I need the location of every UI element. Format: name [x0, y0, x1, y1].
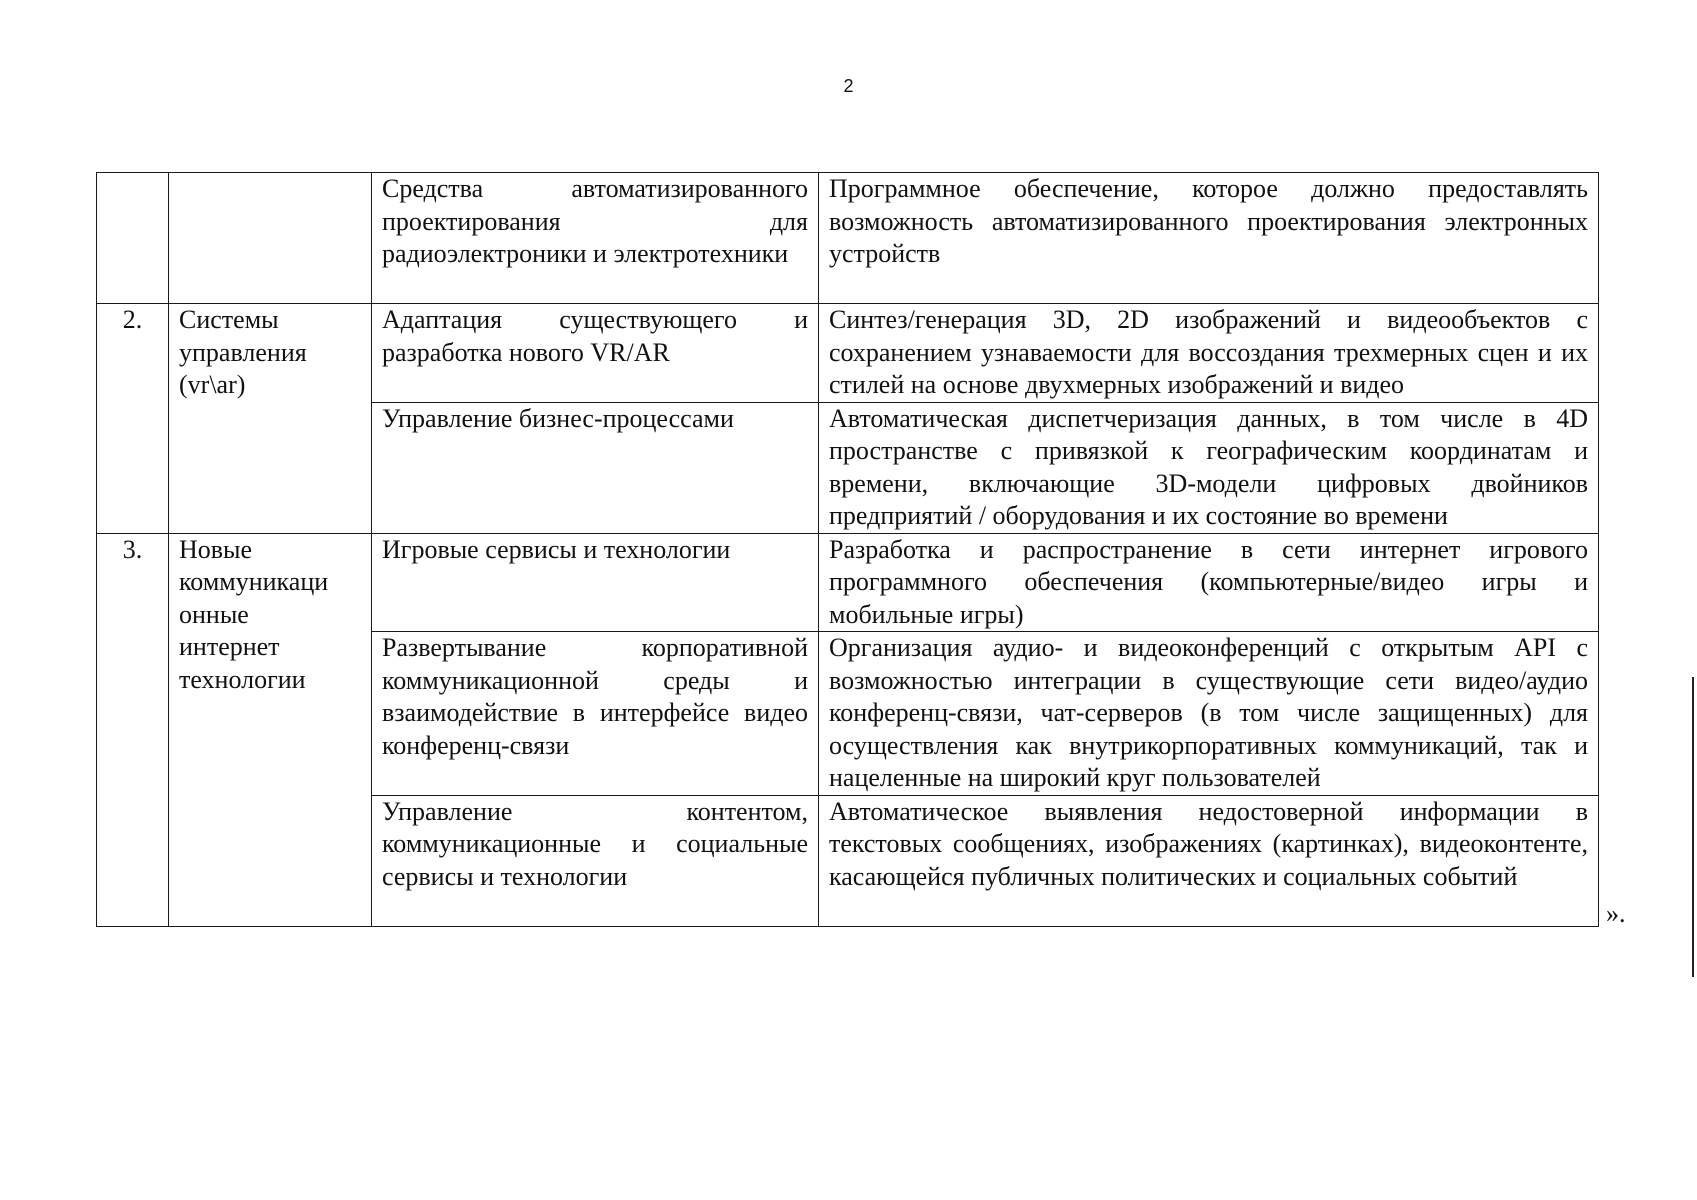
technology-table [96, 172, 1599, 927]
table-row [97, 173, 1599, 304]
description-text: Разработка и распространение в сети интернет игрового программного обеспечения (компьютерные/видео игры и мобильные игры) [829, 534, 1588, 629]
scan-edge-line [1692, 677, 1694, 977]
direction-text-line: управления [179, 337, 307, 367]
row-number-cell: 2. [97, 304, 169, 534]
direction-text-line: Системы [179, 305, 279, 334]
area-text: Управление бизнес-процессами [382, 403, 734, 433]
description-cell [819, 632, 1599, 796]
direction-cell [169, 533, 372, 926]
area-text: Управление контентом, коммуникационные и социальные сервисы и технологии [382, 796, 808, 891]
direction-cell [169, 304, 372, 534]
description-text: Организация аудио- и видеоконференций с открытым API с возможностью интеграции в существующие сети видео/аудио конференц-связи, чат-серверов (в том числе защищенных) для осуществления как внутрикорпоративных коммуникаций, так и нацеленные на широкий круг пользователей [829, 633, 1588, 792]
area-text: Игровые сервисы и технологии [382, 534, 731, 564]
area-cell [372, 402, 819, 533]
page-number: 2 [843, 76, 854, 96]
direction-cell [169, 173, 372, 304]
row-number-cell: 3. [97, 533, 169, 926]
area-cell [372, 304, 819, 403]
area-text: Средства автоматизированного проектирования для радиоэлектроники и электротехники [382, 174, 808, 268]
row-number-cell [97, 173, 169, 304]
direction-text-line: технологии [179, 664, 306, 694]
table-row [97, 304, 1599, 403]
area-cell [372, 795, 819, 926]
area-cell [372, 632, 819, 796]
description-text: Программное обеспечение, которое должно предоставлять возможность автоматизированного проектирования электронных устройств [829, 174, 1588, 268]
description-text: Автоматическое выявления недостоверной информации в текстовых сообщениях, изображениях (картинках), видеоконтенте, касающейся публичных политических и социальных событий [829, 796, 1588, 891]
area-text: Адаптация существующего и разработка нового VR/AR [382, 305, 808, 367]
direction-text-line: Новые [179, 534, 253, 564]
direction-text-line: коммуникаци [179, 567, 329, 596]
description-cell [819, 173, 1599, 304]
area-cell [372, 173, 819, 304]
area-cell [372, 533, 819, 632]
description-cell [819, 533, 1599, 632]
description-text: Автоматическая диспетчеризация данных, в том числе в 4D пространстве с привязкой к географическим координатам и времени, включающие 3D-модели цифровых двойников предприятий / оборудования и их состояние во времени [829, 403, 1588, 530]
description-cell [819, 304, 1599, 403]
direction-text-line: (vr\ar) [179, 370, 246, 399]
area-text: Развертывание корпоративной коммуникационной среды и взаимодействие в интерфейсе видео конференц-связи [382, 633, 808, 760]
direction-text-line: интернет [179, 632, 280, 661]
description-cell [819, 795, 1599, 926]
direction-text-line: онные [179, 599, 249, 629]
table-row [97, 533, 1599, 632]
description-cell [819, 402, 1599, 533]
description-text: Синтез/генерация 3D, 2D изображений и видеообъектов с сохранением узнаваемости для воссоздания трехмерных сцен и их стилей на основе двухмерных изображений и видео [829, 305, 1588, 399]
closing-quote-mark: ». [1606, 899, 1626, 928]
